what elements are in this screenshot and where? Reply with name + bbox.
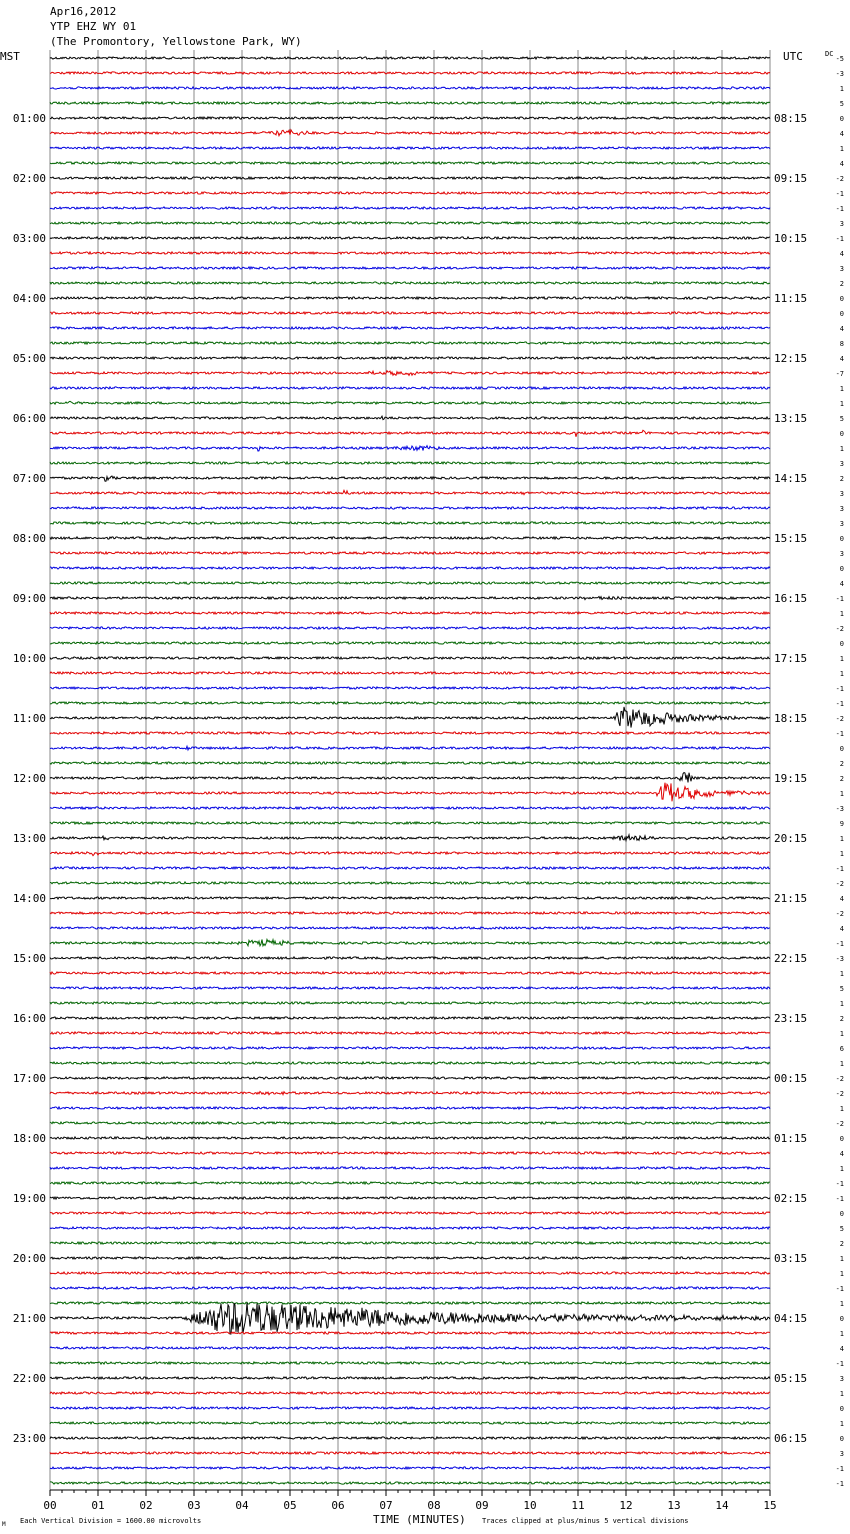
dc-offset-value: 1 <box>839 1270 844 1278</box>
mst-hour-label: 15:00 <box>12 952 46 965</box>
trace-row <box>50 927 770 929</box>
utc-hour-label: 04:15 <box>774 1312 808 1325</box>
trace-row <box>50 1002 770 1004</box>
x-tick-label: 08 <box>427 1499 441 1512</box>
dc-offset-value: 1 <box>839 670 844 678</box>
location-label: (The Promontory, Yellowstone Park, WY) <box>50 35 302 48</box>
trace-row <box>50 1182 770 1184</box>
trace-row <box>50 1137 770 1139</box>
trace-row <box>50 342 770 344</box>
utc-hour-label: 14:15 <box>774 472 808 485</box>
seismic-traces <box>50 57 770 1484</box>
dc-offset-value: 3 <box>839 550 844 558</box>
trace-row <box>50 446 770 451</box>
date-label: Apr16,2012 <box>50 5 117 18</box>
dc-offset-value: -1 <box>835 1465 844 1473</box>
trace-row <box>50 1437 770 1439</box>
dc-offset-value: 3 <box>839 490 844 498</box>
dc-offset-value: 0 <box>839 1135 844 1143</box>
trace-row <box>50 882 770 884</box>
dc-offset-value: 4 <box>839 130 844 138</box>
station-label: YTP EHZ WY 01 <box>50 20 137 33</box>
dc-offset-value: -1 <box>835 865 844 873</box>
x-tick-label: 14 <box>715 1499 729 1512</box>
trace-row <box>50 627 770 629</box>
dc-offset-value: 1 <box>839 400 844 408</box>
dc-offset-value: 0 <box>839 565 844 573</box>
dc-offset-value: 1 <box>839 835 844 843</box>
dc-offset-value: 6 <box>839 1045 844 1053</box>
footer-mark: M <box>2 1521 6 1528</box>
dc-offset-value: 0 <box>839 535 844 543</box>
x-tick-label: 01 <box>91 1499 105 1512</box>
trace-row <box>50 1272 770 1274</box>
dc-offset-value: 1 <box>839 1300 844 1308</box>
trace-row <box>50 1347 770 1349</box>
utc-hour-label: 05:15 <box>774 1372 808 1385</box>
dc-offset-value: 4 <box>839 1345 844 1353</box>
dc-offset-value: 1 <box>839 1030 844 1038</box>
trace-row <box>50 1107 770 1109</box>
trace-row <box>50 852 770 856</box>
trace-row <box>50 1077 770 1079</box>
utc-hour-label: 08:15 <box>774 112 808 125</box>
dc-offset-value: -2 <box>835 910 844 918</box>
dc-offset-value: -3 <box>835 805 844 813</box>
dc-offset-value: 5 <box>839 100 844 108</box>
dc-offset-value: -3 <box>835 70 844 78</box>
trace-row <box>50 357 770 359</box>
trace-row <box>50 1032 770 1034</box>
trace-row <box>50 371 770 376</box>
dc-offset-value: 1 <box>839 385 844 393</box>
dc-offset-value: -1 <box>835 235 844 243</box>
trace-row <box>50 1167 770 1169</box>
dc-offset-value: 1 <box>839 1255 844 1263</box>
dc-offset-value: -1 <box>835 1180 844 1188</box>
dc-offset-value: 3 <box>839 265 844 273</box>
trace-row <box>50 522 770 524</box>
dc-offset-value: 1 <box>839 655 844 663</box>
trace-row <box>50 939 770 945</box>
mst-hour-label: 10:00 <box>12 652 46 665</box>
dc-label: DC <box>825 50 834 58</box>
mst-hour-label: 08:00 <box>12 532 46 545</box>
mst-hour-label: 07:00 <box>12 472 46 485</box>
dc-offset-value: 9 <box>839 820 844 828</box>
trace-row <box>50 687 770 689</box>
dc-offset-value: 4 <box>839 250 844 258</box>
dc-offset-value: 4 <box>839 895 844 903</box>
utc-hour-label: 11:15 <box>774 292 808 305</box>
trace-row <box>50 72 770 74</box>
dc-offset-value: -1 <box>835 730 844 738</box>
utc-hour-label: 23:15 <box>774 1012 808 1025</box>
trace-row <box>50 822 770 824</box>
dc-offset-labels <box>836 55 844 1488</box>
utc-hour-labels <box>774 112 807 1445</box>
dc-offset-value: 5 <box>839 985 844 993</box>
trace-row <box>50 387 770 389</box>
trace-row <box>50 707 770 728</box>
utc-hour-label: 03:15 <box>774 1252 808 1265</box>
dc-offset-value: 1 <box>839 1330 844 1338</box>
mst-hour-label: 23:00 <box>12 1432 46 1445</box>
trace-row <box>50 430 770 437</box>
mst-hour-label: 02:00 <box>12 172 46 185</box>
trace-row <box>50 267 770 269</box>
x-tick-label: 00 <box>43 1499 57 1512</box>
dc-offset-value: 3 <box>839 505 844 513</box>
x-axis-title: TIME (MINUTES) <box>373 1513 466 1526</box>
trace-row <box>50 192 770 194</box>
utc-hour-label: 09:15 <box>774 172 808 185</box>
utc-hour-label: 16:15 <box>774 592 808 605</box>
trace-row <box>50 1332 770 1334</box>
trace-row <box>50 1047 770 1049</box>
dc-offset-value: 4 <box>839 325 844 333</box>
trace-row <box>50 1017 770 1019</box>
dc-offset-value: 1 <box>839 1165 844 1173</box>
trace-row <box>50 1287 770 1289</box>
utc-hour-label: 21:15 <box>774 892 808 905</box>
trace-row <box>50 835 770 841</box>
mst-hour-label: 17:00 <box>12 1072 46 1085</box>
x-tick-label: 03 <box>187 1499 201 1512</box>
dc-offset-value: 1 <box>839 85 844 93</box>
x-tick-label: 10 <box>523 1499 537 1512</box>
x-tick-label: 12 <box>619 1499 633 1512</box>
mst-hour-label: 13:00 <box>12 832 46 845</box>
utc-hour-label: 15:15 <box>774 532 808 545</box>
dc-offset-value: 5 <box>839 1225 844 1233</box>
x-tick-label: 07 <box>379 1499 393 1512</box>
dc-offset-value: 3 <box>839 1450 844 1458</box>
trace-row <box>50 597 770 600</box>
trace-row <box>50 282 770 284</box>
dc-offset-value: 0 <box>839 1315 844 1323</box>
dc-offset-value: 4 <box>839 1150 844 1158</box>
dc-offset-value: -2 <box>835 1075 844 1083</box>
dc-offset-value: 2 <box>839 775 844 783</box>
dc-offset-value: 0 <box>839 1405 844 1413</box>
dc-offset-value: -2 <box>835 880 844 888</box>
trace-row <box>50 702 770 704</box>
dc-offset-value: 1 <box>839 970 844 978</box>
x-tick-label: 13 <box>667 1499 681 1512</box>
mst-zone-label: MST <box>0 50 20 63</box>
utc-hour-label: 01:15 <box>774 1132 808 1145</box>
trace-row <box>50 1467 770 1469</box>
dc-offset-value: -1 <box>835 1480 844 1488</box>
dc-offset-value: -1 <box>835 190 844 198</box>
dc-offset-value: 3 <box>839 520 844 528</box>
utc-hour-label: 12:15 <box>774 352 808 365</box>
x-axis-ticks <box>43 1490 776 1512</box>
mst-hour-label: 22:00 <box>12 1372 46 1385</box>
utc-hour-label: 02:15 <box>774 1192 808 1205</box>
dc-offset-value: 3 <box>839 1375 844 1383</box>
trace-row <box>50 1257 770 1259</box>
trace-row <box>50 657 770 659</box>
dc-offset-value: -2 <box>835 175 844 183</box>
dc-offset-value: 0 <box>839 640 844 648</box>
trace-row <box>50 582 770 584</box>
trace-row <box>50 130 770 136</box>
dc-offset-value: 0 <box>839 295 844 303</box>
utc-hour-label: 10:15 <box>774 232 808 245</box>
dc-offset-value: -1 <box>835 595 844 603</box>
mst-hour-label: 21:00 <box>12 1312 46 1325</box>
dc-offset-value: -5 <box>835 55 844 63</box>
dc-offset-value: -1 <box>835 1285 844 1293</box>
utc-hour-label: 19:15 <box>774 772 808 785</box>
trace-row <box>50 1152 770 1154</box>
mst-hour-label: 14:00 <box>12 892 46 905</box>
mst-hour-label: 18:00 <box>12 1132 46 1145</box>
trace-row <box>50 222 770 224</box>
trace-row <box>50 552 770 554</box>
dc-offset-value: -7 <box>835 370 844 378</box>
trace-row <box>50 642 770 644</box>
trace-row <box>50 177 770 179</box>
dc-offset-value: 0 <box>839 310 844 318</box>
trace-row <box>50 807 770 809</box>
dc-offset-value: 1 <box>839 1420 844 1428</box>
utc-hour-label: 00:15 <box>774 1072 808 1085</box>
dc-offset-value: -1 <box>835 700 844 708</box>
trace-row <box>50 476 770 481</box>
trace-row <box>50 1302 770 1304</box>
trace-row <box>50 102 770 104</box>
dc-offset-value: 4 <box>839 160 844 168</box>
dc-offset-value: 1 <box>839 790 844 798</box>
mst-hour-label: 20:00 <box>12 1252 46 1265</box>
trace-row <box>50 462 770 464</box>
dc-offset-value: 0 <box>839 115 844 123</box>
mst-hour-labels <box>13 112 46 1445</box>
trace-row <box>50 147 770 149</box>
trace-row <box>50 1392 770 1394</box>
dc-offset-value: -2 <box>835 1090 844 1098</box>
mst-hour-label: 16:00 <box>12 1012 46 1025</box>
dc-offset-value: -2 <box>835 715 844 723</box>
trace-row <box>50 312 770 314</box>
x-tick-label: 05 <box>283 1499 297 1512</box>
trace-row <box>50 746 770 750</box>
trace-row <box>50 327 770 329</box>
dc-offset-value: 8 <box>839 340 844 348</box>
dc-offset-value: 1 <box>839 145 844 153</box>
dc-offset-value: -1 <box>835 685 844 693</box>
trace-row <box>50 117 770 119</box>
utc-hour-label: 06:15 <box>774 1432 808 1445</box>
dc-offset-value: 2 <box>839 280 844 288</box>
x-tick-label: 15 <box>763 1499 777 1512</box>
trace-row <box>50 773 770 783</box>
dc-offset-value: 0 <box>839 745 844 753</box>
trace-row <box>50 401 770 404</box>
dc-offset-value: -1 <box>835 1195 844 1203</box>
trace-row <box>50 537 770 539</box>
trace-row <box>50 972 770 974</box>
mst-hour-label: 12:00 <box>12 772 46 785</box>
trace-row <box>50 162 770 164</box>
vertical-division-note: Each Vertical Division = 1600.00 microvolts <box>20 1517 202 1525</box>
trace-row <box>50 416 770 419</box>
dc-offset-value: -2 <box>835 1120 844 1128</box>
dc-offset-value: 1 <box>839 1390 844 1398</box>
utc-zone-label: UTC <box>783 50 803 63</box>
trace-row <box>50 1212 770 1214</box>
trace-row <box>50 783 770 802</box>
dc-offset-value: -1 <box>835 1360 844 1368</box>
trace-row <box>50 762 770 764</box>
utc-hour-label: 18:15 <box>774 712 808 725</box>
dc-offset-value: 1 <box>839 850 844 858</box>
utc-hour-label: 17:15 <box>774 652 808 665</box>
trace-row <box>50 1197 770 1199</box>
dc-offset-value: 1 <box>839 445 844 453</box>
trace-row <box>50 912 770 914</box>
utc-hour-label: 22:15 <box>774 952 808 965</box>
dc-offset-value: 3 <box>839 460 844 468</box>
trace-row <box>50 1227 770 1229</box>
mst-hour-label: 06:00 <box>12 412 46 425</box>
trace-row <box>50 1452 770 1454</box>
dc-offset-value: 2 <box>839 475 844 483</box>
trace-row <box>50 732 770 734</box>
dc-offset-value: 1 <box>839 610 844 618</box>
dc-offset-value: -1 <box>835 940 844 948</box>
trace-row <box>50 207 770 209</box>
dc-offset-value: 2 <box>839 1015 844 1023</box>
trace-row <box>50 987 770 989</box>
mst-hour-label: 19:00 <box>12 1192 46 1205</box>
trace-row <box>50 57 770 59</box>
x-tick-label: 11 <box>571 1499 585 1512</box>
dc-offset-value: 0 <box>839 430 844 438</box>
dc-offset-value: 3 <box>839 220 844 228</box>
trace-row <box>50 507 770 509</box>
trace-row <box>50 957 770 959</box>
dc-offset-value: -3 <box>835 955 844 963</box>
trace-row <box>50 1482 770 1484</box>
trace-row <box>50 1242 770 1244</box>
mst-hour-label: 03:00 <box>12 232 46 245</box>
trace-row <box>50 1362 770 1364</box>
dc-offset-value: -1 <box>835 205 844 213</box>
trace-row <box>50 567 770 569</box>
dc-offset-value: 4 <box>839 355 844 363</box>
dc-offset-value: -2 <box>835 625 844 633</box>
trace-row <box>50 672 770 674</box>
dc-offset-value: 4 <box>839 925 844 933</box>
clip-note: Traces clipped at plus/minus 5 vertical divisions <box>482 1517 689 1525</box>
dc-offset-value: 2 <box>839 760 844 768</box>
trace-row <box>50 1377 770 1379</box>
trace-row <box>50 897 770 899</box>
dc-offset-value: 1 <box>839 1105 844 1113</box>
trace-row <box>50 1092 770 1095</box>
trace-row <box>50 1122 770 1124</box>
trace-row <box>50 612 770 614</box>
trace-row <box>50 237 770 239</box>
x-tick-label: 02 <box>139 1499 153 1512</box>
trace-row <box>50 867 770 869</box>
dc-offset-value: 0 <box>839 1210 844 1218</box>
mst-hour-label: 09:00 <box>12 592 46 605</box>
trace-row <box>50 1303 770 1334</box>
dc-offset-value: 5 <box>839 415 844 423</box>
utc-hour-label: 20:15 <box>774 832 808 845</box>
x-tick-label: 06 <box>331 1499 345 1512</box>
trace-row <box>50 1407 770 1409</box>
trace-row <box>50 490 770 494</box>
trace-row <box>50 1062 770 1064</box>
dc-offset-value: 4 <box>839 580 844 588</box>
dc-offset-value: 2 <box>839 1240 844 1248</box>
trace-row <box>50 252 770 254</box>
trace-row <box>50 1422 770 1424</box>
trace-row <box>50 87 770 89</box>
dc-offset-value: 0 <box>839 1435 844 1443</box>
x-tick-label: 09 <box>475 1499 489 1512</box>
x-tick-label: 04 <box>235 1499 249 1512</box>
mst-hour-label: 01:00 <box>12 112 46 125</box>
mst-hour-label: 04:00 <box>12 292 46 305</box>
utc-hour-label: 13:15 <box>774 412 808 425</box>
dc-offset-value: 1 <box>839 1060 844 1068</box>
trace-row <box>50 297 770 299</box>
mst-hour-label: 11:00 <box>12 712 46 725</box>
dc-offset-value: 1 <box>839 1000 844 1008</box>
mst-hour-label: 05:00 <box>12 352 46 365</box>
